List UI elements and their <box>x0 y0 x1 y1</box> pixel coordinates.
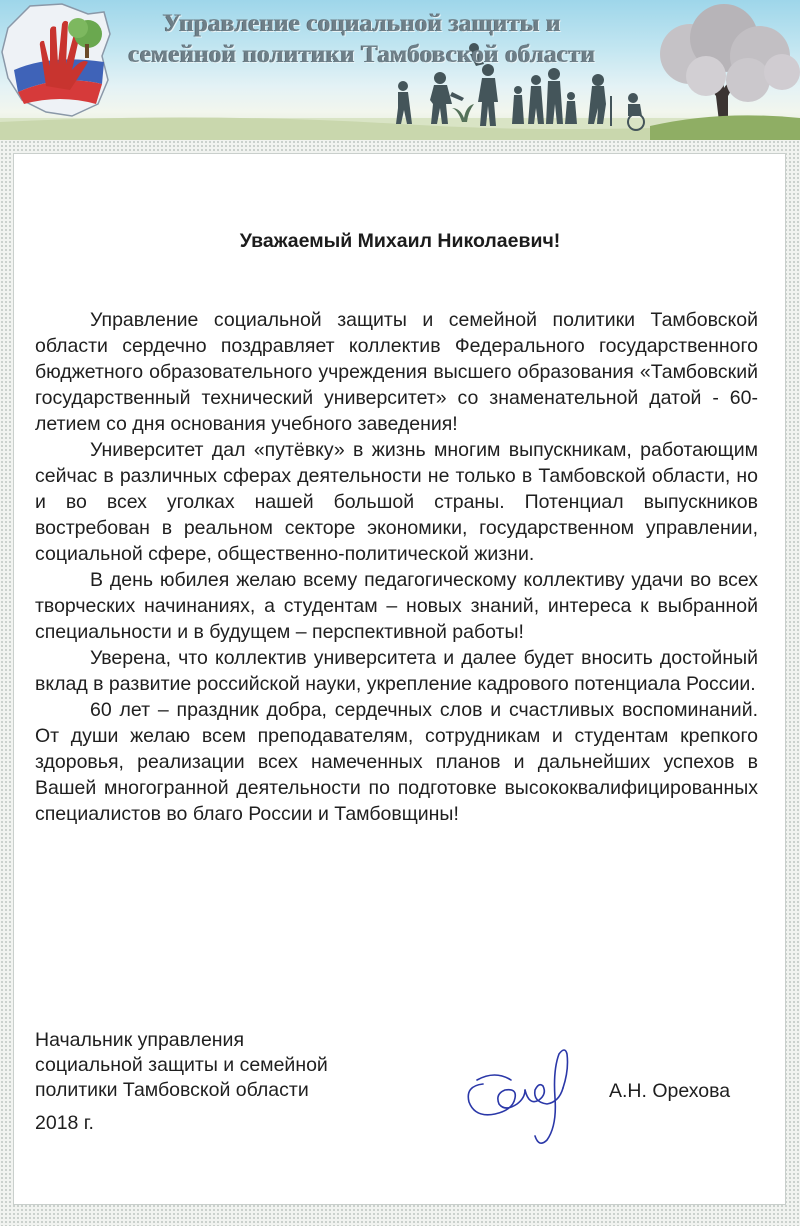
paragraph: Уверена, что коллектив университета и далее будет вносить достойный вклад в развитие российской науки, укрепление кадрового потенциала России. <box>35 647 758 695</box>
signatory-name: А.Н. Орехова <box>609 1080 731 1102</box>
salutation: Уважаемый Михаил Николаевич! <box>239 230 561 252</box>
letter-year: 2018 г. <box>35 1112 94 1134</box>
header-banner <box>0 0 800 140</box>
position-line-1: Начальник управления <box>35 1029 245 1051</box>
paragraph: В день юбилея желаю всему педагогическому коллективу удачи во всех творческих начинаниях, а студентам – новых знаний, интереса к выбранной специальности и в будущем – перспективной работы! <box>35 569 758 643</box>
organization-title-line-2: семейной политики Тамбовской области <box>128 41 596 68</box>
position-line-2: социальной защиты и семейной <box>35 1054 328 1076</box>
paragraph: Управление социальной защиты и семейной политики Тамбовской области сердечно поздравляет коллектив Федерального государственного бюджетного образовательного учреждения высшего образования «Тамбовский государственный технический университет» со знаменательной датой - 60-летием со дня основания учебного заведения! <box>35 309 758 435</box>
signatory-position <box>35 1028 328 1103</box>
position-line-3: политики Тамбовской области <box>35 1079 309 1101</box>
paragraph: 60 лет – праздник добра, сердечных слов и счастливых воспоминаний. От души желаю всем преподавателям, сотрудникам и студентам крепкого здоровья, реализации всех намеченных планов и дальнейших успехов в Вашей многогранной деятельности по подготовке высококвалифицированных специалистов во благо России и Тамбовщины! <box>35 699 758 825</box>
letter-body <box>35 307 758 827</box>
region-map-emblem-icon <box>2 4 110 116</box>
handwritten-signature-icon <box>455 1040 595 1150</box>
paragraph: Университет дал «путёвку» в жизнь многим выпускникам, работающим сейчас в различных сферах деятельности не только в Тамбовской области, но и во всех уголках нашей большой страны. Потенциал выпускников востребован в реальном секторе экономики, государственном управлении, социальной сфере, общественно-политической жизни. <box>35 439 758 565</box>
organization-title <box>112 8 612 70</box>
organization-title-line-1: Управление социальной защиты и <box>163 10 561 37</box>
